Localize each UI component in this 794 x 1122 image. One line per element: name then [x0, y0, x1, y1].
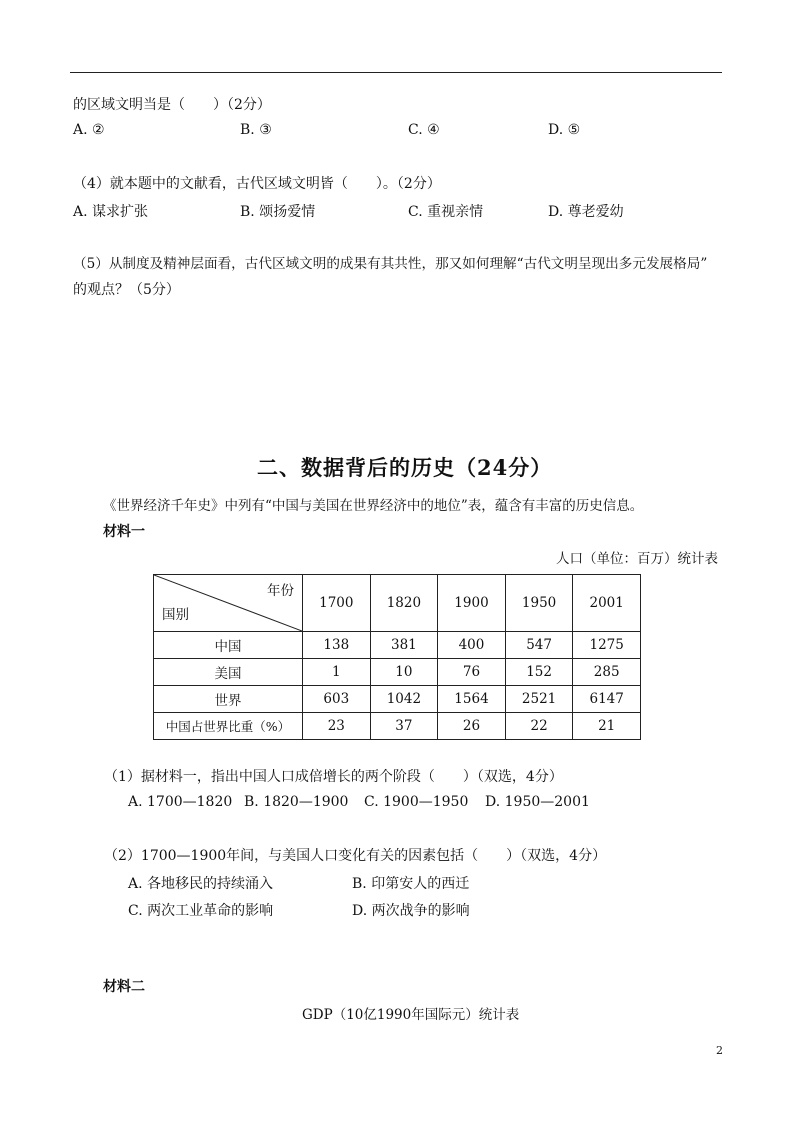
table-cell: 21 — [573, 713, 641, 740]
table-cell: 1275 — [573, 632, 641, 659]
table-caption: 人口（单位：百万）统计表 — [556, 551, 718, 567]
s2q1-stem: （1）据材料一，指出中国人口成倍增长的两个阶段（ ）（双选，4分） — [104, 769, 563, 785]
page-number: 2 — [716, 1044, 723, 1057]
header-year-label: 年份 — [267, 583, 294, 599]
table-row — [154, 686, 641, 713]
table-cell: 26 — [438, 713, 506, 740]
table-cell: 285 — [573, 659, 641, 686]
q3-option-b[interactable]: B. ③ — [240, 122, 272, 138]
s2q1-option-c[interactable]: C. 1900—1950 — [364, 794, 469, 810]
table-row — [154, 713, 641, 740]
s2q1-option-d[interactable]: D. 1950—2001 — [485, 794, 590, 810]
table-cell: 603 — [303, 686, 371, 713]
table-header-row — [154, 575, 641, 632]
q4-option-a[interactable]: A. 谋求扩张 — [73, 204, 149, 220]
table-cell: 152 — [505, 659, 573, 686]
table-cell: 400 — [438, 632, 506, 659]
q4-option-c[interactable]: C. 重视亲情 — [408, 204, 484, 220]
q4-option-b[interactable]: B. 颂扬爱情 — [240, 204, 316, 220]
q5-line2: 的观点？（5分） — [73, 282, 180, 298]
population-table — [153, 574, 641, 740]
q4-option-d[interactable]: D. 尊老爱幼 — [548, 204, 624, 220]
row-label: 中国占世界比重（%） — [154, 713, 303, 740]
header-country-label: 国别 — [162, 607, 189, 623]
table-cell: 22 — [505, 713, 573, 740]
s2q2-stem: （2）1700—1900年间，与美国人口变化有关的因素包括（ ）（双选，4分） — [104, 848, 607, 864]
table-cell: 1 — [303, 659, 371, 686]
table-cell: 381 — [370, 632, 438, 659]
q3-option-a[interactable]: A. ② — [73, 122, 105, 138]
s2q2-option-c[interactable]: C. 两次工业革命的影响 — [128, 903, 274, 919]
table-row — [154, 659, 641, 686]
s2q2-option-b[interactable]: B. 印第安人的西迁 — [352, 876, 470, 892]
table-cell: 2521 — [505, 686, 573, 713]
section-intro: 《世界经济千年史》中列有“中国与美国在世界经济中的地位”表，蕴含有丰富的历史信息。 — [103, 498, 644, 514]
row-label: 中国 — [154, 632, 303, 659]
table-cell: 547 — [505, 632, 573, 659]
s2q1-option-b[interactable]: B. 1820—1900 — [244, 794, 349, 810]
material2-label: 材料二 — [103, 979, 145, 995]
q3-stem: 的区域文明当是（ ）（2分） — [73, 97, 271, 113]
table-cell: 10 — [370, 659, 438, 686]
table-row — [154, 632, 641, 659]
table-cell: 6147 — [573, 686, 641, 713]
material2-caption: GDP（10亿1990年国际元）统计表 — [302, 1007, 520, 1023]
table-cell: 76 — [438, 659, 506, 686]
year-header: 1820 — [370, 575, 438, 632]
q3-option-c[interactable]: C. ④ — [408, 122, 440, 138]
table-corner-cell — [154, 575, 303, 632]
year-header: 1700 — [303, 575, 371, 632]
table-cell: 138 — [303, 632, 371, 659]
year-header: 1950 — [505, 575, 573, 632]
q5-line1: （5）从制度及精神层面看，古代区域文明的成果有其共性，那又如何理解“古代文明呈现出多元发展格局” — [73, 256, 708, 272]
s2q1-option-a[interactable]: A. 1700—1820 — [128, 794, 233, 810]
s2q2-option-d[interactable]: D. 两次战争的影响 — [352, 903, 470, 919]
row-label: 美国 — [154, 659, 303, 686]
header-rule — [70, 72, 722, 73]
q4-stem: （4）就本题中的文献看，古代区域文明皆（ ）。（2分） — [73, 176, 441, 192]
row-label: 世界 — [154, 686, 303, 713]
table-cell: 23 — [303, 713, 371, 740]
s2q2-option-a[interactable]: A. 各地移民的持续涌入 — [128, 876, 274, 892]
material1-label: 材料一 — [103, 524, 145, 540]
table-cell: 1564 — [438, 686, 506, 713]
section-title: 二、数据背后的历史（24分） — [257, 455, 553, 480]
q3-option-d[interactable]: D. ⑤ — [548, 122, 581, 138]
table-cell: 37 — [370, 713, 438, 740]
year-header: 1900 — [438, 575, 506, 632]
table-cell: 1042 — [370, 686, 438, 713]
year-header: 2001 — [573, 575, 641, 632]
